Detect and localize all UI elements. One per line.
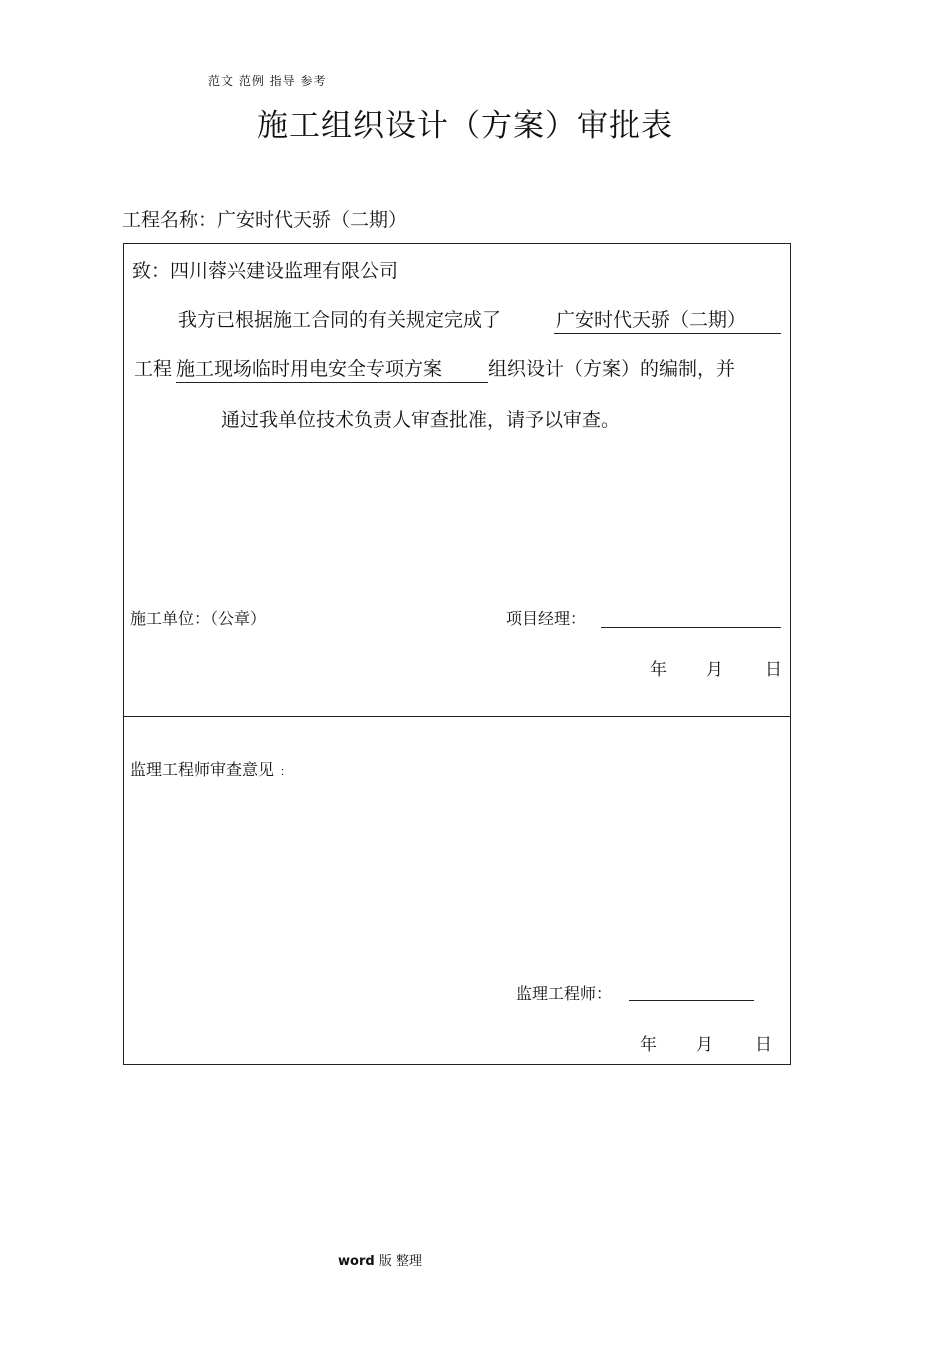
submission-date-year: 年 — [650, 660, 667, 680]
footer-rest: 版 整理 — [378, 1254, 422, 1269]
addressee-line — [132, 256, 398, 283]
paragraph-line-1-text: 我方已根据施工合同的有关规定完成了 — [178, 309, 502, 331]
supervising-engineer-label: 监理工程师： — [516, 984, 613, 1003]
addressee-company: 四川蓉兴建设监理有限公司 — [170, 260, 399, 282]
project-name-line — [122, 205, 407, 232]
review-opinion-colon: ： — [280, 765, 292, 778]
contractor-seal-label: 施工单位：（公章） — [130, 609, 267, 628]
supervising-engineer-signature-line — [629, 1000, 754, 1001]
project-name: 广安时代天骄（二期） — [217, 209, 408, 231]
page-title: 施工组织设计（方案）审批表 — [257, 108, 673, 144]
header-note: 范文 范例 指导 参考 — [208, 74, 327, 88]
paragraph-line-2-prefix: 工程 — [134, 358, 173, 380]
project-label: 工程名称： — [122, 209, 218, 231]
review-date-day: 日 — [755, 1035, 772, 1055]
paragraph-line-3: 通过我单位技术负责人审查批准，请予以审查。 — [221, 409, 621, 431]
section-divider — [124, 716, 790, 717]
review-date-year: 年 — [640, 1035, 657, 1055]
footer-note — [338, 1250, 422, 1269]
paragraph-project-field — [554, 305, 781, 334]
paragraph-line-1 — [178, 305, 501, 332]
footer-word: word — [338, 1254, 375, 1269]
review-date-month: 月 — [696, 1035, 713, 1055]
paragraph-line-2-suffix: 组织设计（方案）的编制，并 — [488, 358, 736, 380]
plan-name-field: 施工现场临时用电安全专项方案 — [176, 354, 488, 383]
review-opinion-text: 监理工程师审查意见 — [130, 760, 275, 779]
project-manager-label: 项目经理： — [506, 609, 587, 628]
paragraph-project-value: 广安时代天骄（二期） — [554, 305, 781, 334]
paragraph-line-2 — [134, 354, 735, 383]
review-opinion-label — [130, 757, 291, 780]
approval-form-table — [123, 243, 791, 1065]
submission-date-day: 日 — [765, 660, 782, 680]
submission-date-month: 月 — [706, 660, 723, 680]
addressee-label: 致： — [132, 260, 171, 282]
project-manager-signature-line — [601, 627, 781, 628]
